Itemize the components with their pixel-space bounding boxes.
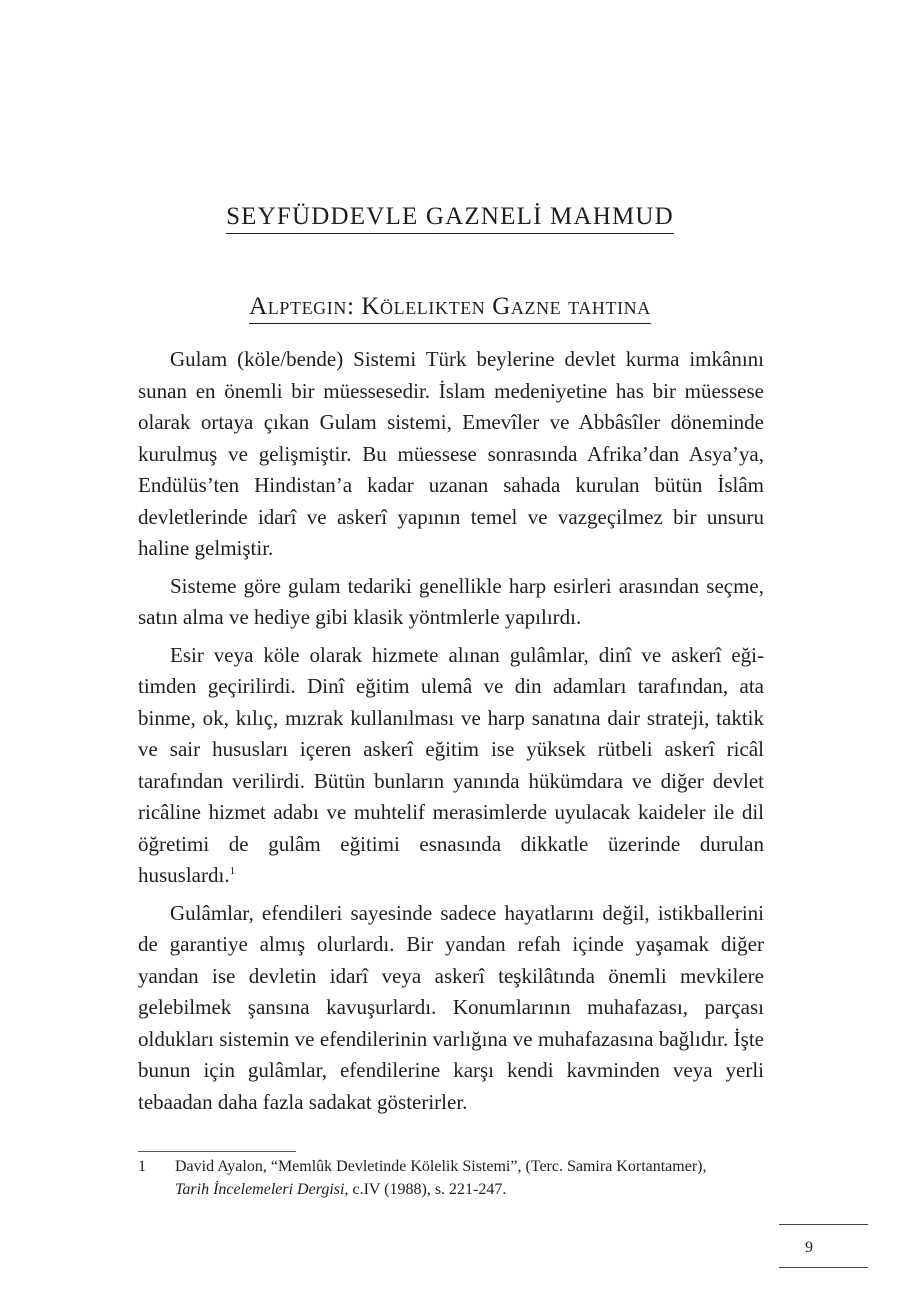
paragraph-4: Gulâmlar, efendileri sayesinde sadece hayatlarını değil, istikballerini de garantiye almış olurlardı. Bir yandan refah içinde yaşamak diğer yandan ise devletin idarî veya askerî teşkilâtında önemli mevkilere gelebilmek şansına kavuşurlardı. Konumlarının muhafazası, parçası oldukları sistemin ve efendilerinin varlığına ve muhafazasına bağlıdır. İşte bunun için gulâmlar, efendilerine karşı kendi kavminden veya yerli tebaadan daha fazla sadakat gösterirler. [138,900,764,1114]
footnote-text [175,1155,764,1201]
page-number-rule-bottom [779,1267,868,1268]
paragraph-3 [138,640,764,892]
section-title [0,293,900,324]
footnote-journal: Tarih İncelemeleri Dergisi [175,1181,345,1198]
page-number: 9 [805,1239,813,1256]
footnote-text-before: David Ayalon, “Memlûk Devletinde Kölelik Sistemi”, (Terc. Samira Kortantamer), [175,1158,707,1175]
footnote-number: 1 [138,1158,146,1175]
footnote-text-after: , c.IV (1988), s. 221-247. [344,1181,507,1198]
section-title-text: Alptegin: Kölelikten Gazne tahtına [249,293,651,324]
chapter-title [0,203,900,234]
body-text [138,344,764,1124]
paragraph-2: Sisteme göre gulam tedariki genellikle harp esirleri arasından seçme, satın alma ve hediye gibi klasik yöntmlerle yapılırdı. [138,573,764,629]
footnote-reference[interactable]: 1 [229,865,236,877]
page-number-rule-top [779,1224,868,1225]
paragraph-3-text: Esir veya köle olarak hizmete alınan gulâmlar, dinî ve askerî eğitimden geçirilirdi. Dinî eğitim ulemâ ve din adamları tarafından, ata binme, ok, kılıç, mızrak kullanılması ve harp sanatına dair strateji, taktik ve sair hususları içeren askerî eğitim ise yüksek rütbeli askerî ricâl tarafından verilirdi. Bütün bunların yanında hükümdara ve diğer devlet ricâline hizmet adabı ve muhtelif merasimlerde uyulacak kaideler ile dil öğretimi de gulâm eğitimi esnasında dikkatle üzerinde durulan hususlardı. [138,642,764,887]
footnote [138,1155,764,1201]
footnote-separator [138,1151,296,1152]
paragraph-1: Gulam (köle/bende) Sistemi Türk beylerine devlet kurma imkânını sunan en önemli bir müessesedir. İslam medeniyetine has bir müessese olarak ortaya çıkan Gulam sistemi, Emevîler ve Abbâsîler döneminde kurulmuş ve gelişmiştir. Bu müessese sonrasında Afrika’dan Asya’ya, Endülüs’ten Hindistan’a kadar uzanan sahada kurulan bütün İslâm devletlerinde idarî ve askerî yapının temel ve vazgeçilmez bir unsuru haline gelmiştir. [138,347,764,560]
chapter-title-text: SEYFÜDDEVLE GAZNELİ MAHMUD [226,203,674,234]
